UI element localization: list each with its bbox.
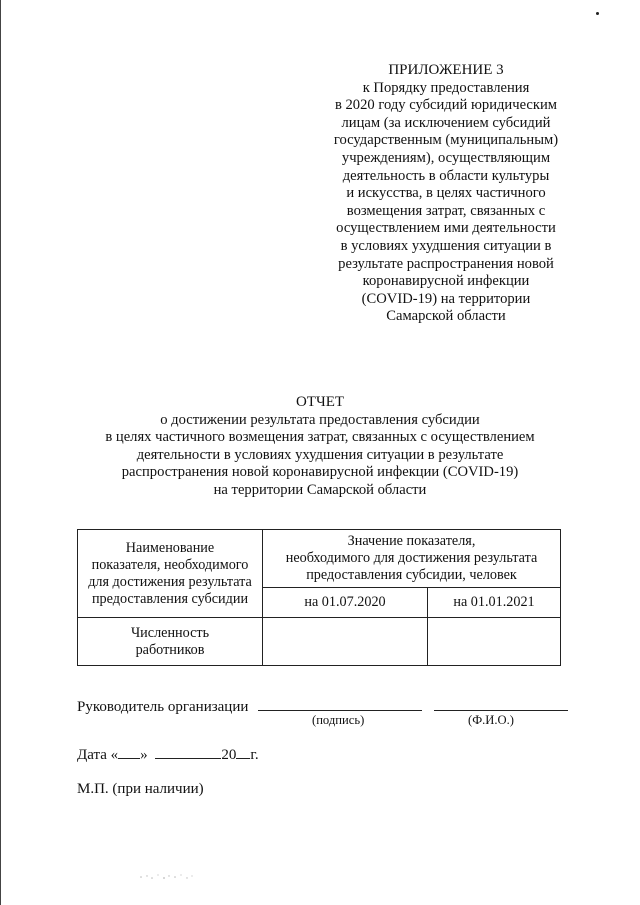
appendix-line: государственным (муниципальным) (333, 132, 559, 149)
appendix-block (318, 62, 574, 326)
report-subtitle-line: на территории Самарской области (213, 481, 427, 498)
name-line[interactable] (434, 696, 568, 711)
report-table (77, 529, 561, 666)
value-cell-2020[interactable] (263, 618, 428, 666)
report-subtitle-line: деятельности в условиях ухудшения ситуации в результате (136, 446, 504, 463)
table-header-row (78, 530, 561, 588)
value-header-line: Значение показателя, (347, 533, 476, 549)
appendix-line: осуществлением ими деятельности (336, 220, 556, 237)
stamp-note: М.П. (при наличии) (77, 781, 204, 797)
table-row (78, 618, 561, 666)
day-line[interactable] (118, 744, 140, 759)
appendix-line: лицам (за исключением субсидий (341, 114, 551, 131)
date-column-header: на 01.01.2021 (428, 588, 561, 618)
report-title: ОТЧЕТ (295, 394, 345, 410)
appendix-line: в 2020 году субсидий юридическим (334, 97, 558, 114)
appendix-line: учреждениям), осуществляющим (341, 149, 551, 166)
year-prefix: 20 (221, 747, 237, 763)
year-line[interactable] (236, 744, 250, 759)
date-suffix: г. (250, 747, 259, 763)
date-mid: » (140, 747, 148, 763)
indicator-header-line: показателя, необходимого (91, 556, 249, 573)
date-prefix: Дата « (77, 747, 119, 763)
indicator-name-cell (78, 618, 263, 666)
indicator-name-line: Численность (130, 624, 210, 641)
appendix-line: (COVID-19) на территории (361, 290, 531, 307)
scan-smudge (138, 872, 196, 882)
month-line[interactable] (155, 744, 221, 759)
appendix-line: к Порядку предоставления (362, 79, 530, 96)
appendix-line: возмещения затрат, связанных с (346, 202, 546, 219)
appendix-line: и искусства, в целях частичного (346, 185, 546, 202)
indicator-header-cell (78, 530, 263, 618)
page-edge (0, 0, 1, 905)
signature-caption: (подпись) (312, 713, 365, 727)
name-caption: (Ф.И.О.) (468, 713, 514, 727)
indicator-header-line: для достижения результата (88, 573, 252, 590)
date-column-header: на 01.07.2020 (263, 588, 428, 618)
value-header-line: необходимого для достижения результата (285, 550, 538, 566)
indicator-name-line: работников (135, 641, 205, 658)
appendix-line: результате распространения новой (338, 255, 554, 272)
indicator-header-line: предоставления субсидии (91, 590, 249, 607)
date-row (77, 744, 259, 764)
value-header-line: предоставления субсидии, человек (306, 567, 517, 583)
value-header-cell (263, 530, 561, 588)
appendix-line: Самарской области (386, 308, 506, 325)
appendix-line: коронавирусной инфекции (362, 273, 530, 290)
appendix-heading: ПРИЛОЖЕНИЕ 3 (388, 62, 504, 78)
scan-dot (596, 12, 599, 15)
signature-label: Руководитель организации (77, 699, 249, 715)
indicator-header-line: Наименование (125, 539, 215, 556)
report-subtitle-line: распространения новой коронавирусной инфекции (COVID-19) (121, 464, 519, 481)
appendix-line: деятельность в области культуры (342, 167, 550, 184)
signature-line[interactable] (258, 696, 422, 711)
appendix-line: в условиях ухудшения ситуации в (340, 237, 552, 254)
value-cell-2021[interactable] (428, 618, 561, 666)
report-subtitle-line: о достижении результата предоставления субсидии (160, 412, 480, 428)
report-subtitle (30, 412, 610, 499)
report-subtitle-line: в целях частичного возмещения затрат, связанных с осуществлением (105, 429, 535, 446)
